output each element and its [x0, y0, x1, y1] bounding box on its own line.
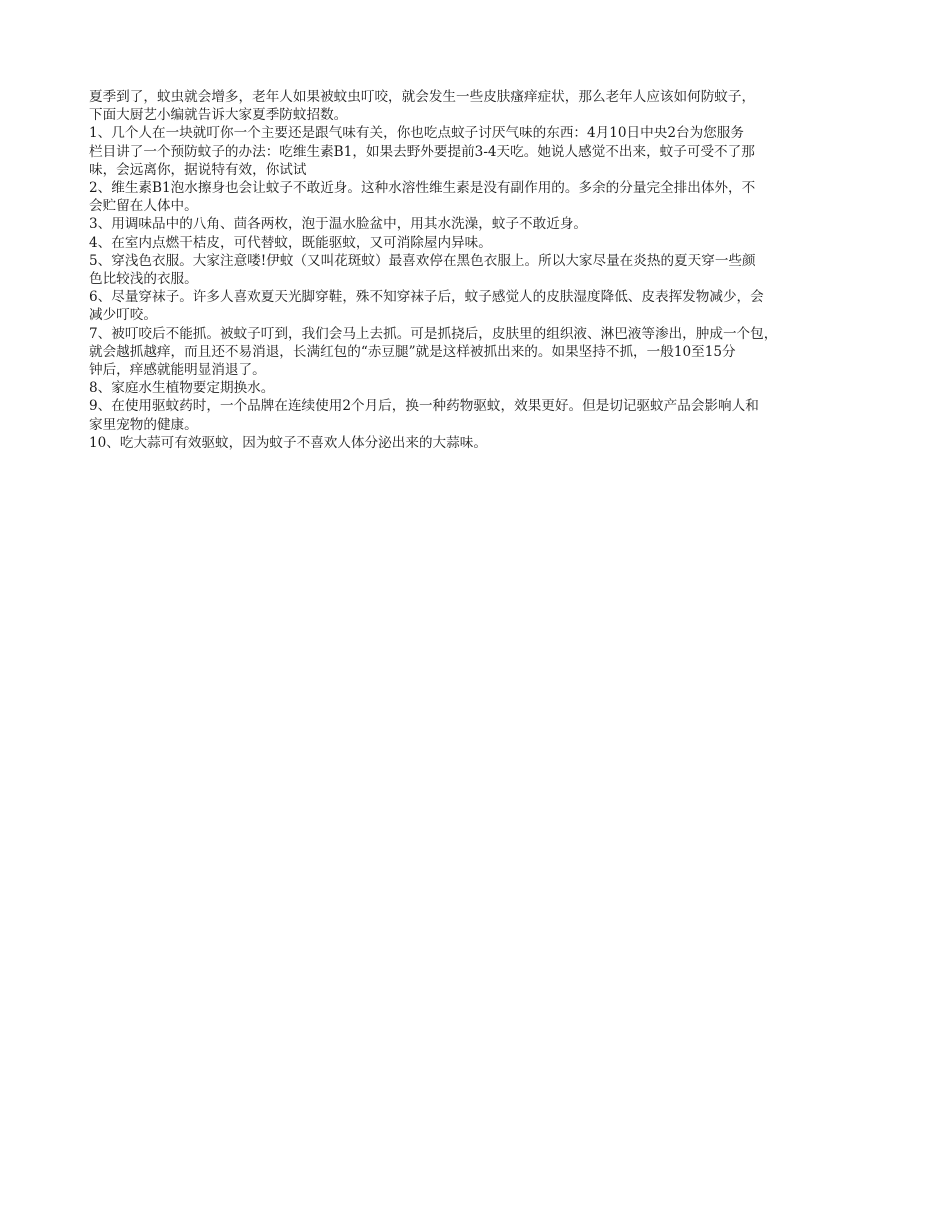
- tip-10-paragraph: 10、吃大蒜可有效驱蚊，因为蚊子不喜欢人体分泌出来的大蒜味。: [89, 434, 487, 451]
- tip-5-paragraph: 5、穿浅色衣服。大家注意喽!伊蚊（又叫花斑蚊）最喜欢停在黑色衣服上。所以大家尽量在炎热的夏天穿一些颜 色比较浅的衣服。: [89, 252, 756, 288]
- tip-7-paragraph: 7、被叮咬后不能抓。被蚊子叮到，我们会马上去抓。可是抓挠后，皮肤里的组织液、淋巴液等渗出，肿成一个包， 就会越抓越痒，而且还不易消退，长满红包的“赤豆腿”就是这样被抓出来的。如果坚持不抓，一般10至15分 钟后，痒感就能明显消退了。: [89, 325, 778, 379]
- tip-4-paragraph: 4、在室内点燃干桔皮，可代替蚊，既能驱蚊，又可消除屋内异味。: [89, 234, 492, 251]
- intro-paragraph: 夏季到了，蚊虫就会增多，老年人如果被蚊虫叮咬，就会发生一些皮肤瘙痒症状，那么老年人应该如何防蚊子， 下面大厨艺小编就告诉大家夏季防蚊招数。: [89, 89, 756, 124]
- tip-1-paragraph: 1、几个人在一块就叮你一个主要还是跟气味有关，你也吃点蚊子讨厌气味的东西：4月10日中央2台为您服务 栏目讲了一个预防蚊子的办法：吃维生素B1，如果去野外要提前3-4天吃。她说人感觉不出来，蚊子可受不了那 味，会远离你，据说特有效，你试试: [89, 125, 755, 178]
- tip-2-paragraph: 2、维生素B1泡水擦身也会让蚊子不敢近身。这种水溶性维生素是没有副作用的。多余的分量完全排出体外，不 会贮留在人体中。: [89, 180, 756, 215]
- document-body: [89, 88, 879, 452]
- tip-8-paragraph: 8、家庭水生植物要定期换水。: [89, 380, 275, 397]
- tip-6-paragraph: 6、尽量穿袜子。许多人喜欢夏天光脚穿鞋，殊不知穿袜子后，蚊子感觉人的皮肤湿度降低、皮表挥发物减少，会 减少叮咬。: [89, 289, 764, 324]
- tip-9-paragraph: 9、在使用驱蚊药时，一个品牌在连续使用2个月后，换一种药物驱蚊，效果更好。但是切记驱蚊产品会影响人和 家里宠物的健康。: [89, 398, 759, 433]
- tip-3-paragraph: 3、用调味品中的八角、茴各两枚，泡于温水脸盆中，用其水洗澡，蚊子不敢近身。: [89, 216, 588, 233]
